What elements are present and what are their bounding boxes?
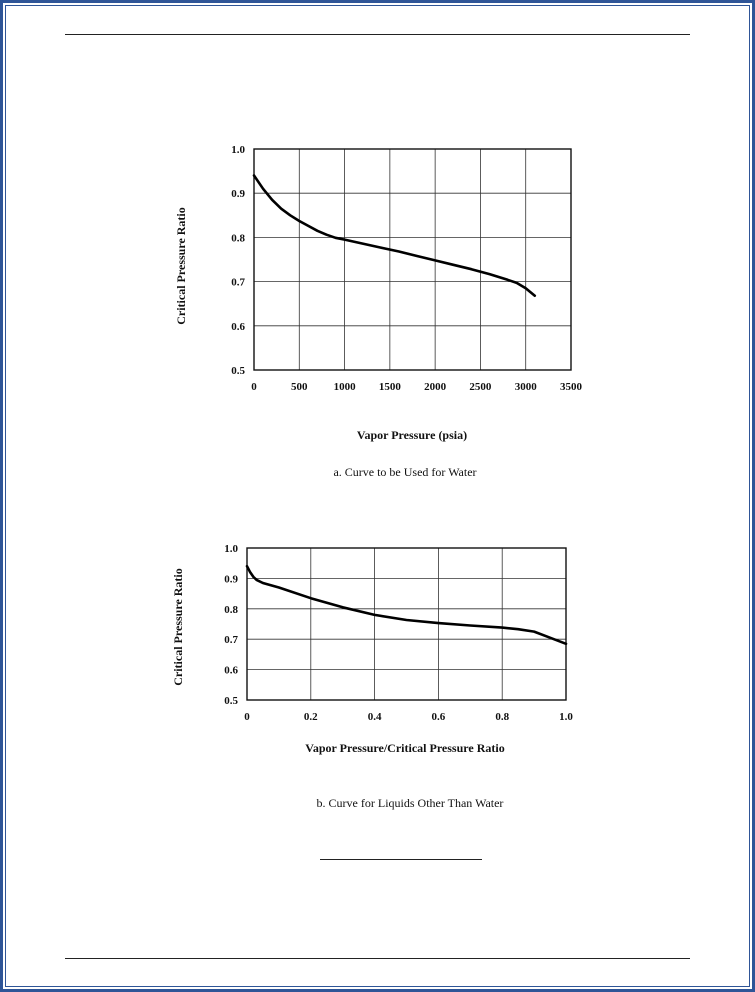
chart-0-y-tick-label: 0.7: [231, 276, 245, 289]
chart-0-x-tick-label: 500: [291, 381, 308, 393]
chart-1-y-tick-label: 0.7: [224, 634, 238, 647]
chart-0-x-tick-label: 3000: [514, 381, 537, 393]
chart-0-y-tick-label: 0.5: [231, 365, 245, 377]
chart-b-xlabel: Vapor Pressure/Critical Pressure Ratio: [305, 741, 505, 755]
footer-rule: [65, 958, 690, 959]
chart-1-x-tick-label: 0.8: [495, 711, 510, 723]
chart-0-y-tick-label: 0.8: [231, 232, 245, 245]
chart-0-x-tick-label: 3500: [560, 381, 582, 393]
chart-a-caption: a. Curve to be Used for Water: [333, 465, 477, 479]
chart-0-x-tick-label: 2500: [469, 381, 492, 393]
chart-0-x-tick-label: 2000: [424, 381, 447, 393]
chart-0-x-tick-label: 1000: [333, 381, 356, 393]
chart-1-y-tick-label: 0.6: [224, 664, 238, 677]
chart-1-y-tick-label: 0.5: [224, 695, 238, 707]
chart-b-caption: b. Curve for Liquids Other Than Water: [316, 796, 504, 810]
chart-1-y-tick-label: 1.0: [224, 543, 238, 555]
chart-1-x-tick-label: 0.2: [303, 711, 318, 723]
chart-0-y-tick-label: 0.9: [231, 188, 245, 201]
chart-b-ylabel: Critical Pressure Ratio: [171, 568, 185, 686]
chart-0-y-tick-label: 0.6: [231, 320, 245, 333]
chart-0-x-tick-label: 1500: [378, 381, 401, 393]
chart-1-series-line: [247, 566, 566, 644]
footer-short-rule: [320, 859, 482, 860]
chart-0-y-tick-label: 1.0: [231, 144, 245, 156]
chart-1-x-tick-label: 0.4: [367, 711, 382, 723]
chart-1-y-tick-label: 0.8: [224, 603, 238, 616]
chart-a-ylabel: Critical Pressure Ratio: [174, 207, 188, 325]
chart-1-x-tick-label: 1.0: [559, 711, 573, 723]
chart-0-x-tick-label: 0: [251, 381, 257, 393]
chart-1-x-tick-label: 0.6: [431, 711, 446, 723]
chart-1-x-tick-label: 0: [244, 711, 250, 723]
chart-a-xlabel: Vapor Pressure (psia): [356, 428, 468, 442]
chart-1-y-tick-label: 0.9: [224, 573, 238, 586]
chart-1-plot-frame: [247, 548, 566, 700]
